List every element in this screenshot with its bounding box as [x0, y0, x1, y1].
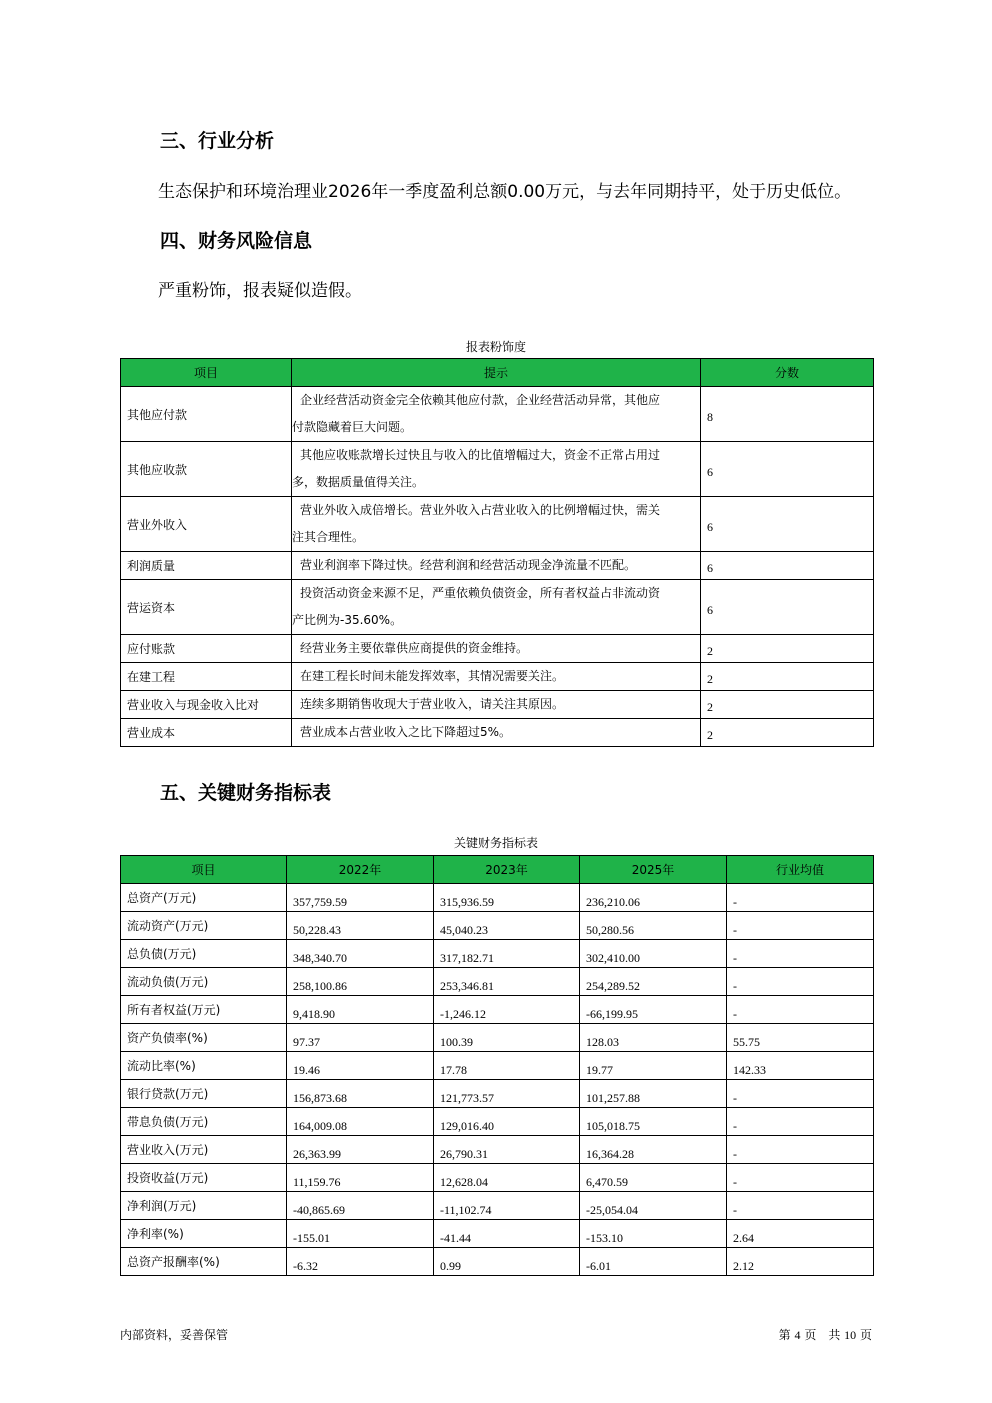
kpi-value-cell: 156,873.68 — [287, 1080, 434, 1108]
kpi-value-cell: 2.64 — [727, 1220, 874, 1248]
kpi-value-cell: - — [727, 968, 874, 996]
risk-table-row — [121, 497, 874, 552]
kpi-item-cell: 银行贷款(万元) — [121, 1080, 287, 1108]
kpi-value-cell: 0.99 — [434, 1248, 580, 1276]
kpi-value-cell: 315,936.59 — [434, 884, 580, 912]
kpi-table-row — [121, 1052, 874, 1080]
kpi-table-row — [121, 1192, 874, 1220]
kpi-value-cell: 26,363.99 — [287, 1136, 434, 1164]
risk-hint-cell — [292, 635, 701, 663]
risk-item-cell: 营业成本 — [121, 719, 292, 747]
kpi-item-cell: 净利润(万元) — [121, 1192, 287, 1220]
risk-header-score: 分数 — [701, 359, 874, 387]
kpi-table-row — [121, 1108, 874, 1136]
risk-hint-line: 经营业务主要依靠供应商提供的资金维持。 — [300, 641, 529, 655]
kpi-value-cell: -1,246.12 — [434, 996, 580, 1024]
kpi-item-cell: 总资产报酬率(%) — [121, 1248, 287, 1276]
kpi-value-cell: -25,054.04 — [580, 1192, 727, 1220]
risk-hint-line: 营业利润率下降过快。经营利润和经营活动现金净流量不匹配。 — [300, 558, 637, 572]
risk-hint-line: 付款隐藏着巨大问题。 — [292, 420, 413, 434]
kpi-value-cell: 129,016.40 — [434, 1108, 580, 1136]
kpi-value-cell: 97.37 — [287, 1024, 434, 1052]
kpi-table-row — [121, 968, 874, 996]
kpi-value-cell: - — [727, 1080, 874, 1108]
kpi-table-header-row — [121, 856, 874, 884]
kpi-header-2025: 2025年 — [580, 856, 727, 884]
risk-item-cell: 其他应付款 — [121, 387, 292, 442]
risk-item-cell: 在建工程 — [121, 663, 292, 691]
risk-hint-line: 企业经营活动资金完全依赖其他应付款，企业经营活动异常，其他应 — [300, 393, 661, 407]
risk-score-cell: 2 — [701, 719, 874, 747]
kpi-table-row — [121, 1164, 874, 1192]
risk-score-cell: 2 — [701, 663, 874, 691]
kpi-value-cell: 142.33 — [727, 1052, 874, 1080]
kpi-value-cell: - — [727, 996, 874, 1024]
risk-score-cell: 6 — [701, 497, 874, 552]
industry-analysis-text: 生态保护和环境治理业2026年一季度盈利总额0.00万元，与去年同期持平，处于历史低位。 — [158, 182, 852, 202]
kpi-value-cell: -6.01 — [580, 1248, 727, 1276]
risk-item-cell: 利润质量 — [121, 552, 292, 580]
kpi-value-cell: -40,865.69 — [287, 1192, 434, 1220]
kpi-value-cell: -153.10 — [580, 1220, 727, 1248]
kpi-value-cell: - — [727, 912, 874, 940]
kpi-table-row — [121, 912, 874, 940]
kpi-value-cell: 26,790.31 — [434, 1136, 580, 1164]
kpi-header-2022: 2022年 — [287, 856, 434, 884]
footer-page-current: 4 — [794, 1328, 801, 1342]
kpi-value-cell: 254,289.52 — [580, 968, 727, 996]
kpi-value-cell: 101,257.88 — [580, 1080, 727, 1108]
risk-hint-line: 其他应收账款增长过快且与收入的比值增幅过大，资金不正常占用过 — [300, 448, 661, 462]
kpi-item-cell: 投资收益(万元) — [121, 1164, 287, 1192]
risk-hint-cell — [292, 719, 701, 747]
risk-table-row — [121, 552, 874, 580]
risk-item-cell: 营业收入与现金收入比对 — [121, 691, 292, 719]
kpi-value-cell: 2.12 — [727, 1248, 874, 1276]
kpi-value-cell: -41.44 — [434, 1220, 580, 1248]
risk-header-item: 项目 — [121, 359, 292, 387]
kpi-value-cell: -66,199.95 — [580, 996, 727, 1024]
section-heading-kpi: 五、关键财务指标表 — [160, 782, 332, 804]
risk-score-cell: 2 — [701, 635, 874, 663]
kpi-value-cell: 121,773.57 — [434, 1080, 580, 1108]
kpi-value-cell: 17.78 — [434, 1052, 580, 1080]
kpi-value-cell: 357,759.59 — [287, 884, 434, 912]
kpi-value-cell: 164,009.08 — [287, 1108, 434, 1136]
kpi-value-cell: 12,628.04 — [434, 1164, 580, 1192]
risk-summary-text: 严重粉饰，报表疑似造假。 — [158, 281, 362, 301]
kpi-item-cell: 营业收入(万元) — [121, 1136, 287, 1164]
kpi-value-cell: 348,340.70 — [287, 940, 434, 968]
risk-item-cell: 营业外收入 — [121, 497, 292, 552]
risk-item-cell: 应付账款 — [121, 635, 292, 663]
section-heading-risk: 四、财务风险信息 — [160, 230, 313, 252]
footer-page-prefix: 第 — [778, 1328, 791, 1342]
kpi-value-cell: 302,410.00 — [580, 940, 727, 968]
kpi-table-row — [121, 1220, 874, 1248]
kpi-header-item: 项目 — [121, 856, 287, 884]
kpi-value-cell: 128.03 — [580, 1024, 727, 1052]
footer-page-number — [779, 1326, 872, 1343]
kpi-value-cell: 258,100.86 — [287, 968, 434, 996]
kpi-item-cell: 总资产(万元) — [121, 884, 287, 912]
kpi-item-cell: 流动负债(万元) — [121, 968, 287, 996]
risk-score-cell: 6 — [701, 552, 874, 580]
kpi-item-cell: 流动资产(万元) — [121, 912, 287, 940]
risk-table-caption: 报表粉饰度 — [465, 340, 526, 354]
kpi-item-cell: 流动比率(%) — [121, 1052, 287, 1080]
risk-table-row — [121, 387, 874, 442]
footer-page-suffix: 页 — [859, 1328, 872, 1342]
risk-score-cell: 6 — [701, 442, 874, 497]
kpi-value-cell: - — [727, 940, 874, 968]
kpi-value-cell: -11,102.74 — [434, 1192, 580, 1220]
kpi-table-row — [121, 884, 874, 912]
kpi-header-2023: 2023年 — [434, 856, 580, 884]
risk-hint-cell — [292, 442, 701, 497]
risk-hint-line: 在建工程长时间未能发挥效率，其情况需要关注。 — [300, 669, 565, 683]
kpi-value-cell: - — [727, 884, 874, 912]
risk-hint-cell — [292, 387, 701, 442]
kpi-value-cell: - — [727, 1108, 874, 1136]
risk-hint-line: 投资活动资金来源不足，严重依赖负债资金，所有者权益占非流动资 — [300, 586, 661, 600]
risk-hint-cell — [292, 497, 701, 552]
risk-table-row — [121, 663, 874, 691]
kpi-value-cell: 50,228.43 — [287, 912, 434, 940]
risk-table-row — [121, 580, 874, 635]
kpi-value-cell: 11,159.76 — [287, 1164, 434, 1192]
risk-table-row — [121, 719, 874, 747]
kpi-table-row — [121, 1024, 874, 1052]
kpi-item-cell: 总负债(万元) — [121, 940, 287, 968]
risk-hint-cell — [292, 552, 701, 580]
footer-page-mid: 页 共 — [804, 1328, 841, 1342]
kpi-value-cell: 253,346.81 — [434, 968, 580, 996]
risk-score-cell: 8 — [701, 387, 874, 442]
kpi-value-cell: 55.75 — [727, 1024, 874, 1052]
kpi-table-row — [121, 996, 874, 1024]
kpi-value-cell: 100.39 — [434, 1024, 580, 1052]
kpi-value-cell: 6,470.59 — [580, 1164, 727, 1192]
kpi-value-cell: - — [727, 1136, 874, 1164]
kpi-value-cell: -155.01 — [287, 1220, 434, 1248]
risk-hint-line: 连续多期销售收现大于营业收入，请关注其原因。 — [300, 697, 565, 711]
kpi-value-cell: 16,364.28 — [580, 1136, 727, 1164]
kpi-header-industry-avg: 行业均值 — [727, 856, 874, 884]
kpi-value-cell: 9,418.90 — [287, 996, 434, 1024]
risk-table-header-row — [121, 359, 874, 387]
risk-table-row — [121, 635, 874, 663]
kpi-value-cell: 105,018.75 — [580, 1108, 727, 1136]
risk-table-row — [121, 691, 874, 719]
kpi-value-cell: -6.32 — [287, 1248, 434, 1276]
risk-hint-line: 营业外收入成倍增长。营业外收入占营业收入的比例增幅过快，需关 — [300, 503, 661, 517]
risk-table — [120, 358, 874, 747]
risk-hint-cell — [292, 580, 701, 635]
footer-confidential-note: 内部资料，妥善保管 — [120, 1328, 229, 1342]
risk-hint-cell — [292, 663, 701, 691]
kpi-table-row — [121, 1136, 874, 1164]
risk-header-hint: 提示 — [292, 359, 701, 387]
kpi-value-cell: 50,280.56 — [580, 912, 727, 940]
kpi-value-cell: 45,040.23 — [434, 912, 580, 940]
kpi-value-cell: 19.46 — [287, 1052, 434, 1080]
kpi-value-cell: - — [727, 1192, 874, 1220]
risk-score-cell: 6 — [701, 580, 874, 635]
risk-hint-line: 产比例为-35.60%。 — [292, 613, 403, 627]
kpi-value-cell: - — [727, 1164, 874, 1192]
risk-item-cell: 营运资本 — [121, 580, 292, 635]
kpi-item-cell: 净利率(%) — [121, 1220, 287, 1248]
risk-item-cell: 其他应收款 — [121, 442, 292, 497]
kpi-value-cell: 317,182.71 — [434, 940, 580, 968]
kpi-table-caption: 关键财务指标表 — [453, 836, 538, 850]
kpi-item-cell: 带息负债(万元) — [121, 1108, 287, 1136]
risk-table-row — [121, 442, 874, 497]
kpi-item-cell: 资产负债率(%) — [121, 1024, 287, 1052]
section-heading-industry: 三、行业分析 — [160, 130, 275, 152]
risk-hint-line: 多，数据质量值得关注。 — [292, 475, 425, 489]
risk-hint-cell — [292, 691, 701, 719]
kpi-table-row — [121, 1080, 874, 1108]
risk-hint-line: 注其合理性。 — [292, 530, 365, 544]
risk-score-cell: 2 — [701, 691, 874, 719]
kpi-value-cell: 236,210.06 — [580, 884, 727, 912]
footer-page-total: 10 — [844, 1328, 857, 1342]
kpi-value-cell: 19.77 — [580, 1052, 727, 1080]
kpi-item-cell: 所有者权益(万元) — [121, 996, 287, 1024]
kpi-table — [120, 855, 874, 1276]
risk-hint-line: 营业成本占营业收入之比下降超过5%。 — [300, 725, 512, 739]
kpi-table-row — [121, 940, 874, 968]
kpi-table-row — [121, 1248, 874, 1276]
